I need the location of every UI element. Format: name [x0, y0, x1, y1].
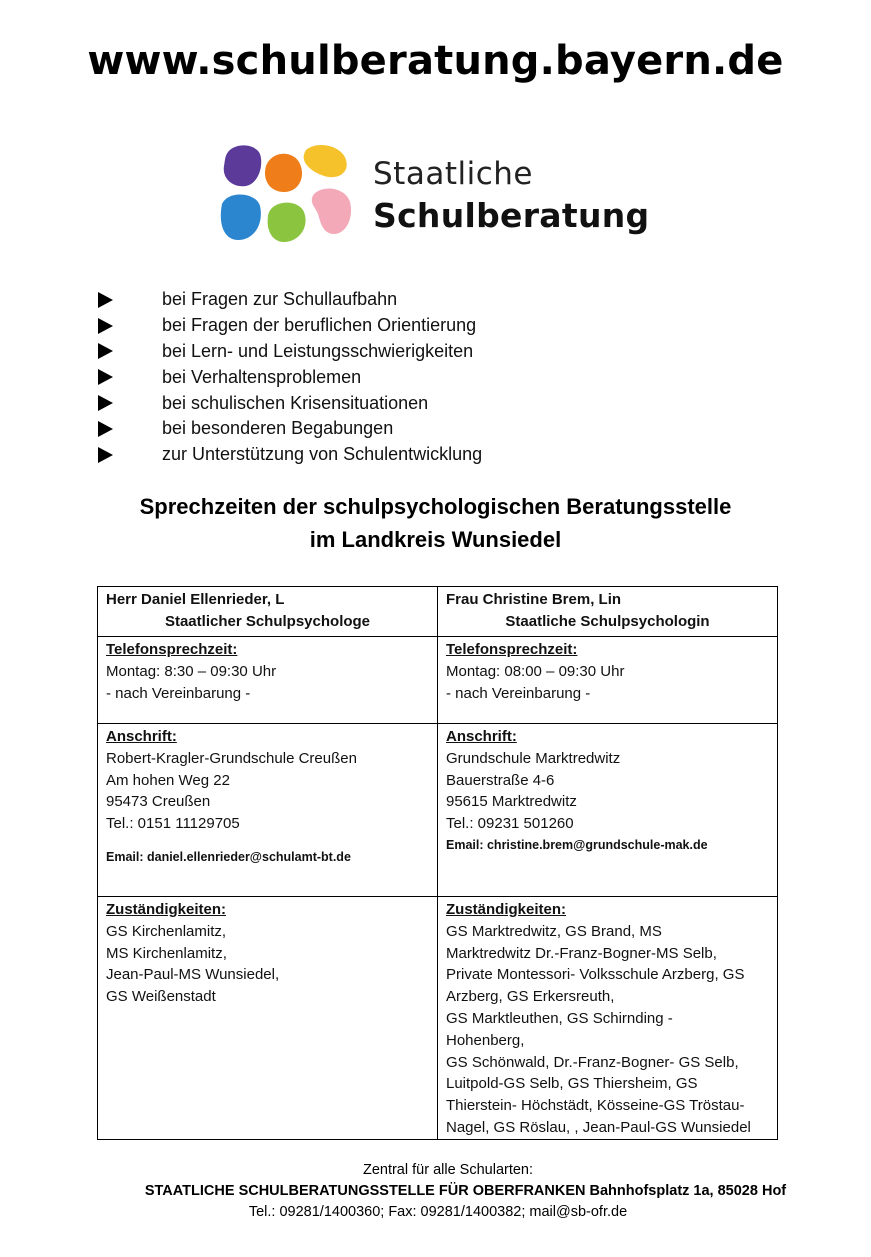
list-item: bei Verhaltensproblemen	[98, 364, 482, 390]
play-arrow-icon	[98, 343, 113, 359]
play-arrow-icon	[98, 447, 113, 463]
contact-header-right	[438, 587, 778, 637]
phone-hours-right: Telefonsprechzeit: Montag: 08:00 – 09:30 Uhr - nach Vereinbarung -	[438, 637, 778, 724]
play-arrow-icon	[98, 421, 113, 437]
contact-header-left	[98, 587, 438, 637]
table-row	[98, 637, 778, 724]
website-url: www.schulberatung.bayern.de	[87, 38, 784, 84]
list-item: bei schulischen Krisensituationen	[98, 390, 482, 416]
phone-hours-left: Telefonsprechzeit: Montag: 8:30 – 09:30 Uhr - nach Vereinbarung -	[98, 637, 438, 724]
footer: Zentral für alle Schularten: STAATLICHE SCHULBERATUNGSSTELLE FÜR OBERFRANKEN Bahnhofsplatz 1a, 85028 Hof Tel.: 09281/1400360; Fax: 09281/1400382; mail@sb-ofr.de	[0, 1160, 871, 1223]
table-row	[98, 897, 778, 1140]
table-row	[98, 724, 778, 897]
contact-name: Frau Christine Brem, Lin	[446, 591, 622, 608]
topic-list	[98, 287, 482, 468]
play-arrow-icon	[98, 292, 113, 308]
staatliche-schulberatung-logo	[218, 140, 668, 250]
email-link[interactable]: Email: christine.brem@grundschule-mak.de	[446, 837, 708, 852]
contact-name: Herr Daniel Ellenrieder, L	[106, 591, 285, 608]
email-link[interactable]: Email: daniel.ellenrieder@schulamt-bt.de	[106, 849, 351, 864]
list-item: bei besonderen Begabungen	[98, 416, 482, 442]
logo-text-schulberatung: Schulberatung	[373, 196, 650, 235]
responsibilities-left: Zuständigkeiten: GS Kirchenlamitz, MS Kirchenlamitz, Jean-Paul-MS Wunsiedel, GS Weißenstadt	[98, 897, 438, 1140]
list-item: bei Lern- und Leistungsschwierigkeiten	[98, 339, 482, 365]
play-arrow-icon	[98, 318, 113, 334]
logo-blobs-icon	[218, 140, 358, 250]
responsibilities-right: Zuständigkeiten: GS Marktredwitz, GS Brand, MS Marktredwitz Dr.-Franz-Bogner-MS Selb, Private Montessori- Volksschule Arzberg, GS Arzberg, GS Erkersreuth, GS Marktleuthen, GS Schirnding - Hohenberg, GS Schönwald, Dr.-Franz-Bogner- GS Selb, Luitpold-GS Selb, GS Thiersheim, GS Thierstein- Höchstädt, Kösseine-GS Tröstau- Nagel, GS Röslau, , Jean-Paul-GS Wunsiedel	[438, 897, 778, 1140]
table-row	[98, 587, 778, 637]
list-item: bei Fragen zur Schullaufbahn	[98, 287, 482, 313]
contact-role: Staatliche Schulpsychologin	[505, 612, 710, 630]
logo-text-staatliche: Staatliche	[373, 156, 533, 192]
list-item: zur Unterstützung von Schulentwicklung	[98, 442, 482, 468]
contact-role: Staatlicher Schulpsychologe	[164, 612, 371, 630]
address-right: Anschrift: Grundschule Marktredwitz Bauerstraße 4-6 95615 Marktredwitz Tel.: 09231 501260 Email: christine.brem@grundschule-mak.de	[438, 724, 778, 897]
contacts-table	[97, 586, 778, 1140]
list-item: bei Fragen der beruflichen Orientierung	[98, 313, 482, 339]
play-arrow-icon	[98, 395, 113, 411]
address-left: Anschrift: Robert-Kragler-Grundschule Creußen Am hohen Weg 22 95473 Creußen Tel.: 0151 11129705 Email: daniel.ellenrieder@schulamt-bt.de	[98, 724, 438, 897]
play-arrow-icon	[98, 369, 113, 385]
section-heading: Sprechzeiten der schulpsychologischen Beratungsstelle im Landkreis Wunsiedel	[139, 494, 732, 552]
footer-contact: Tel.: 09281/1400360; Fax: 09281/1400382; mail@sb-ofr.de	[248, 1204, 628, 1220]
